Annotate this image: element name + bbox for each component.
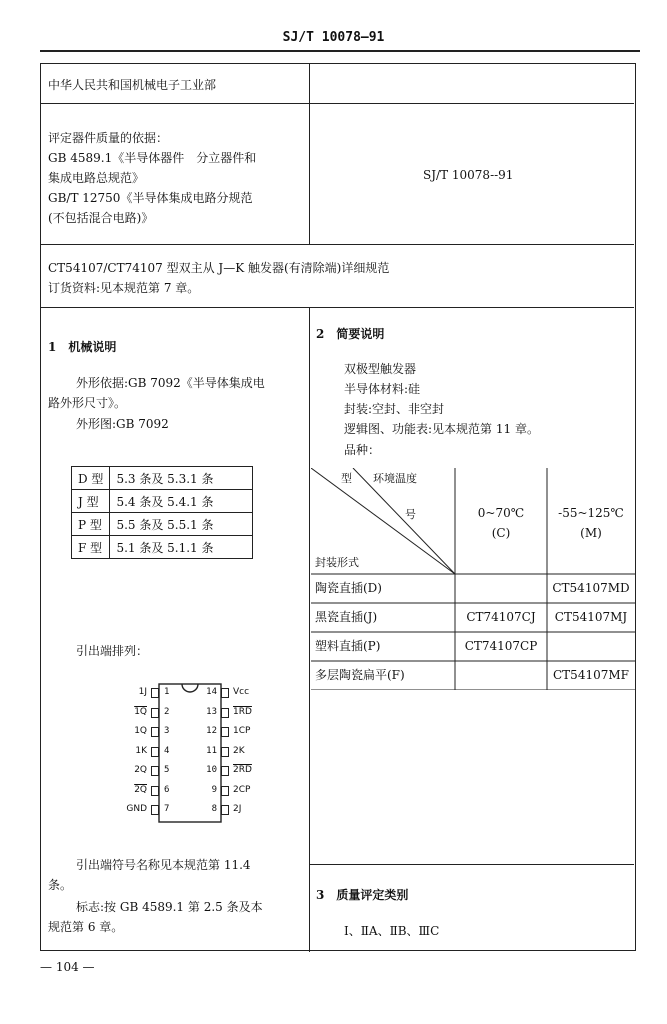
outline-drawing: 外形图:GB 7092 bbox=[76, 417, 169, 431]
variant-code-m: CT54107MF bbox=[553, 668, 629, 682]
pin-pad bbox=[151, 805, 159, 815]
outline-basis-cont: 路外形尺寸》。 bbox=[48, 396, 127, 410]
pin-symbol-note: 引出端符号名称见本规范第 11.4 bbox=[76, 858, 251, 872]
pin-number: 8 bbox=[211, 804, 217, 814]
package-clause: 5.3 条及 5.3.1 条 bbox=[110, 467, 253, 490]
quality-category: Ⅰ、ⅡA、ⅡB、ⅢC bbox=[344, 924, 440, 938]
marking-note: 标志:按 GB 4589.1 第 2.5 条及本 bbox=[76, 900, 263, 914]
pin-pad bbox=[221, 805, 229, 815]
variant-code-c: CT74107CJ bbox=[466, 610, 536, 624]
pin-label: 1Q bbox=[134, 726, 147, 736]
spec-title: CT54107/CT74107 型双主从 J—K 触发器(有清除端)详细规范 bbox=[48, 261, 390, 275]
pin-number: 4 bbox=[164, 745, 170, 756]
pin-pad bbox=[151, 708, 159, 718]
temp-range-m: -55~125℃ bbox=[558, 506, 624, 520]
col-divider bbox=[309, 64, 310, 244]
variant-table bbox=[311, 468, 635, 690]
pin-number: 2 bbox=[164, 706, 170, 717]
pin-number: 12 bbox=[206, 726, 217, 736]
table-row bbox=[72, 490, 253, 513]
table-row bbox=[72, 467, 253, 490]
section3-heading: 3 质量评定类别 bbox=[316, 888, 409, 902]
basis-line: GB 4589.1《半导体器件 分立器件和 bbox=[48, 151, 257, 165]
pin-label: 2RD bbox=[233, 765, 252, 775]
section2-heading: 2 简要说明 bbox=[316, 327, 385, 341]
section1-heading: 1 机械说明 bbox=[48, 340, 117, 354]
basis-title: 评定器件质量的依据： bbox=[48, 131, 169, 145]
pin-number: 7 bbox=[164, 804, 170, 814]
pin-pad bbox=[221, 688, 229, 698]
package-type: J 型 bbox=[72, 490, 110, 513]
variant-code-c: CT74107CP bbox=[464, 639, 538, 653]
variant-code-m: CT54107MD bbox=[552, 581, 630, 595]
pin-label: 2Q bbox=[134, 765, 147, 775]
basis-line: GB/T 12750《半导体集成电路分规范 bbox=[48, 191, 253, 205]
corner-temp: 环境温度 bbox=[373, 472, 417, 485]
temp-code-m: (M) bbox=[580, 526, 602, 540]
pin-number: 11 bbox=[206, 745, 217, 756]
pin-number: 3 bbox=[164, 726, 170, 736]
package-clause: 5.1 条及 5.1.1 条 bbox=[110, 536, 253, 559]
pin-number: 5 bbox=[164, 765, 170, 775]
temp-code-c: (C) bbox=[491, 526, 511, 540]
pin-pad bbox=[151, 766, 159, 776]
ministry-name: 中华人民共和国机械电子工业部 bbox=[48, 78, 217, 92]
pin-label: Vcc bbox=[233, 687, 250, 697]
pin-pad bbox=[221, 708, 229, 718]
package-clause: 5.5 条及 5.5.1 条 bbox=[110, 513, 253, 536]
package-type: P 型 bbox=[72, 513, 110, 536]
variant-package: 塑料直插(P) bbox=[315, 639, 381, 653]
table-row bbox=[72, 536, 253, 559]
marking-note-cont: 规范第 6 章。 bbox=[48, 920, 124, 934]
variant-package: 黑瓷直插(J) bbox=[315, 610, 378, 624]
variant-code-m: CT54107MJ bbox=[554, 610, 628, 624]
package-type: D 型 bbox=[72, 467, 110, 490]
pin-pad bbox=[151, 786, 159, 796]
pin-label: 1Q bbox=[134, 706, 147, 717]
doc-number: SJ/T 10078--91 bbox=[423, 168, 514, 182]
pin-label: 1CP bbox=[233, 726, 251, 736]
section3-divider bbox=[309, 864, 634, 865]
package-clause: 5.4 条及 5.4.1 条 bbox=[110, 490, 253, 513]
pin-label: 1J bbox=[138, 687, 147, 697]
pin-number: 13 bbox=[206, 706, 217, 717]
row-divider bbox=[41, 307, 634, 308]
row-divider bbox=[41, 103, 634, 104]
package-clause-table bbox=[71, 466, 253, 559]
pin-label: 1K bbox=[135, 745, 147, 756]
pin-symbol-note-cont: 条。 bbox=[48, 878, 73, 892]
pin-number: 10 bbox=[206, 765, 217, 775]
corner-type: 型 bbox=[341, 472, 352, 485]
pin-number: 14 bbox=[206, 687, 217, 697]
row-divider bbox=[41, 244, 634, 245]
spec-frame bbox=[40, 63, 636, 951]
package-type: F 型 bbox=[72, 536, 110, 559]
pin-label: 2K bbox=[233, 745, 245, 756]
desc-line: 逻辑图、功能表:见本规范第 11 章。 bbox=[344, 422, 539, 436]
temp-range-c: 0~70℃ bbox=[477, 506, 525, 520]
pin-label: 2J bbox=[233, 804, 242, 814]
pin-label: GND bbox=[126, 804, 147, 814]
pin-label: 2CP bbox=[233, 784, 251, 795]
pin-pad bbox=[221, 786, 229, 796]
desc-line: 双极型触发器 bbox=[344, 362, 417, 376]
basis-line: 集成电路总规范》 bbox=[48, 171, 145, 185]
page-header: SJ/T 10078—91 bbox=[282, 30, 385, 45]
pin-number: 9 bbox=[211, 784, 217, 795]
page-number: — 104 — bbox=[40, 960, 95, 974]
pin-arrangement-title: 引出端排列： bbox=[76, 644, 149, 658]
pin-label: 1RD bbox=[233, 706, 252, 717]
dip14-pinout-diagram bbox=[111, 682, 301, 832]
basis-line: (不包括混合电路)》 bbox=[48, 211, 154, 225]
pin-pad bbox=[151, 688, 159, 698]
pin-number: 1 bbox=[164, 687, 170, 697]
pin-pad bbox=[221, 727, 229, 737]
variant-package: 多层陶瓷扁平(F) bbox=[315, 668, 405, 682]
col-divider bbox=[309, 307, 310, 952]
order-info: 订货资料:见本规范第 7 章。 bbox=[48, 281, 200, 295]
pin-pad bbox=[151, 727, 159, 737]
pin-pad bbox=[151, 747, 159, 757]
pin-pad bbox=[221, 766, 229, 776]
desc-line: 半导体材料:硅 bbox=[344, 382, 421, 396]
pin-number: 6 bbox=[164, 784, 170, 795]
header-rule bbox=[40, 50, 640, 52]
corner-pkg: 封装形式 bbox=[315, 556, 359, 569]
variant-package: 陶瓷直插(D) bbox=[315, 581, 382, 595]
corner-hao: 号 bbox=[405, 508, 416, 521]
pin-pad bbox=[221, 747, 229, 757]
desc-line: 品种： bbox=[344, 443, 381, 457]
outline-basis: 外形依据:GB 7092《半导体集成电 bbox=[76, 376, 265, 390]
table-row bbox=[72, 513, 253, 536]
desc-line: 封装:空封、非空封 bbox=[344, 402, 445, 416]
pin-label: 2Q bbox=[134, 784, 147, 795]
